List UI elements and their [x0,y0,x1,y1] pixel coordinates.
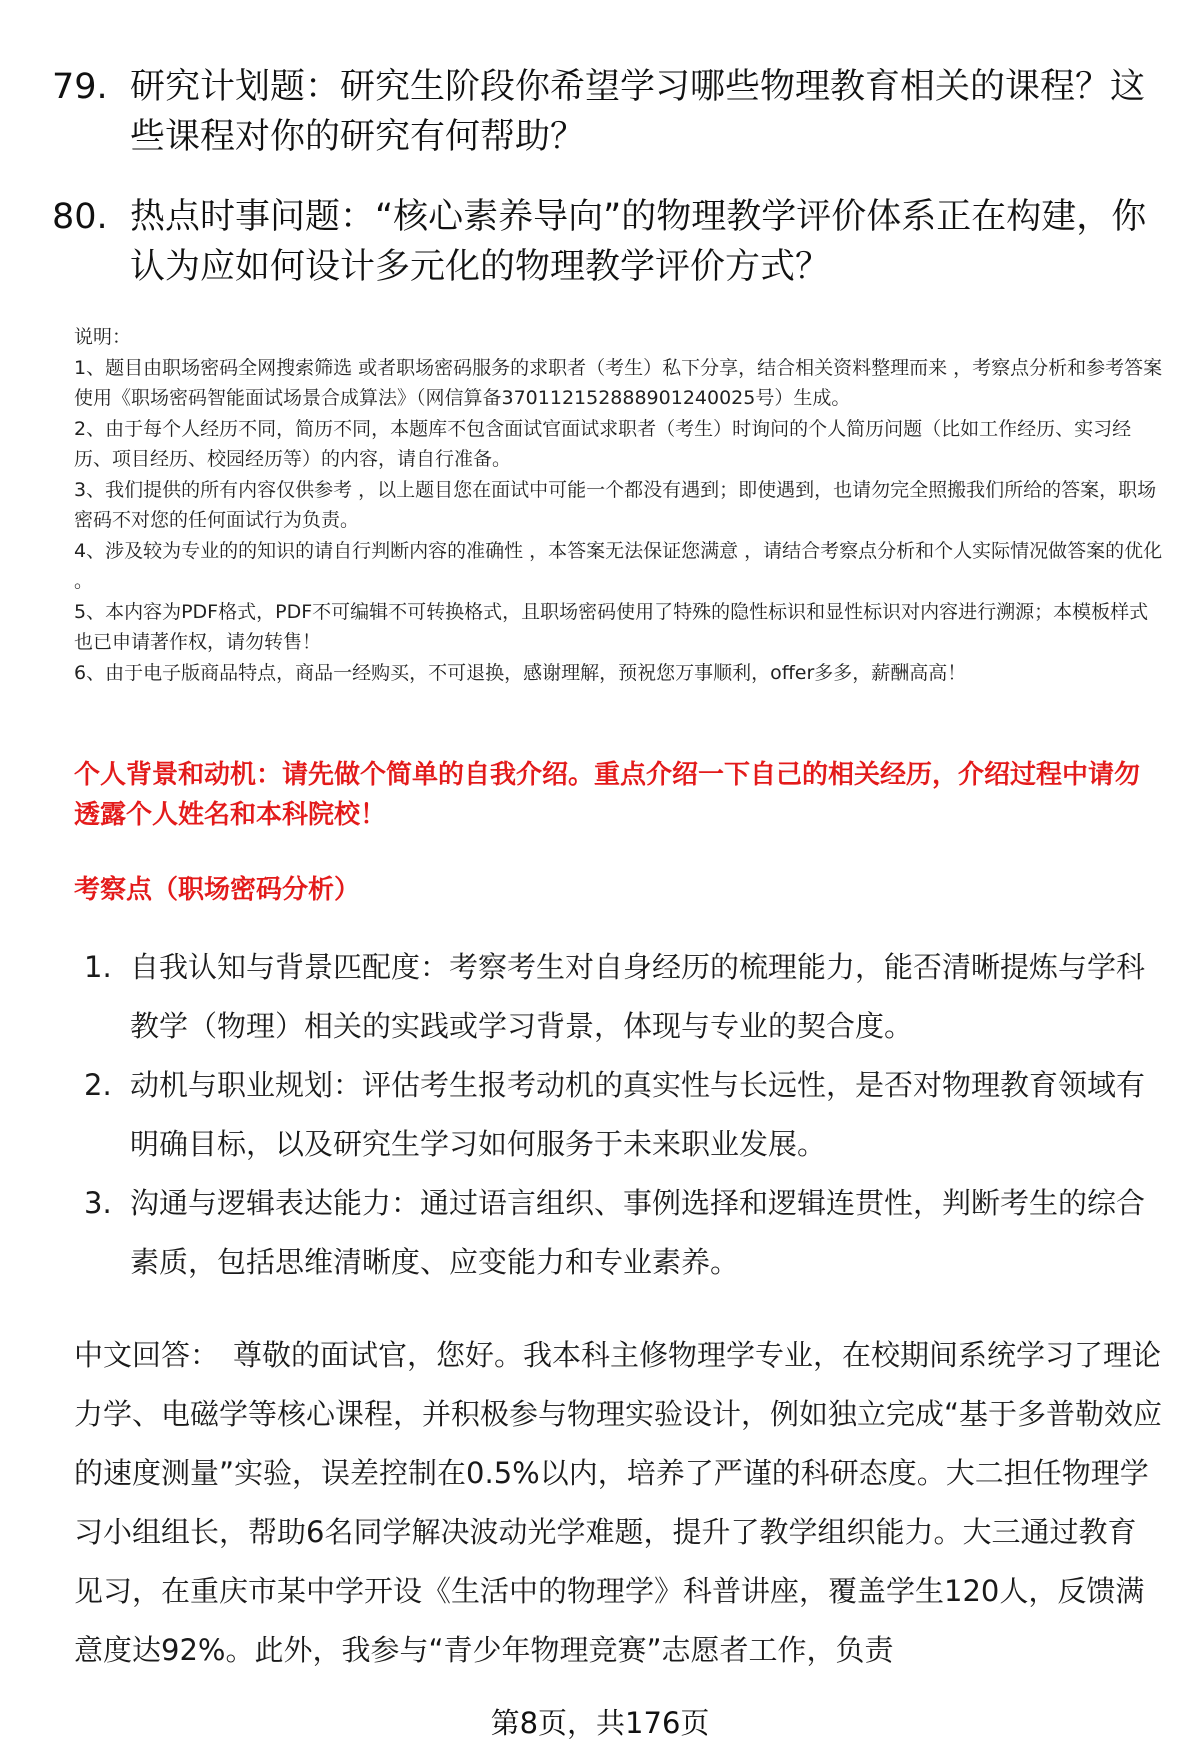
current-question-title: 个人背景和动机：请先做个简单的自我介绍。重点介绍一下自己的相关经历，介绍过程中请勿透露个人姓名和本科院校！ [74,760,1141,830]
analysis-point [84,1174,1164,1292]
analysis-heading: 考察点（职场密码分析） [74,875,361,905]
point-text: 动机与职业规划：评估考生报考动机的真实性与长远性，是否对物理教育领域有明确目标，以及研究生学习如何服务于未来职业发展。 [130,1068,1146,1161]
note-item: 2、由于每个人经历不同，简历不同，本题库不包含面试官面试求职者（考生）时询问的个人简历问题（比如工作经历、实习经历、项目经历、校园经历等）的内容，请自行准备。 [74,417,1132,470]
note-item: 4、涉及较为专业的的知识的请自行判断内容的准确性 ，本答案无法保证您满意 ，请结合考察点分析和个人实际情况做答案的优化 。 [74,539,1163,592]
note-item: 6、由于电子版商品特点，商品一经购买，不可退换，感谢理解，预祝您万事顺利，offer多多，薪酬高高！ [74,661,967,684]
point-number: 1. [84,950,112,984]
question-text: 热点时事问题：“核心素养导向”的物理教学评价体系正在构建，你认为应如何设计多元化的物理教学评价方式？ [130,197,1147,287]
disclaimer-notes [74,322,1164,688]
answer-text: 尊敬的面试官，您好。我本科主修物理学专业，在校期间系统学习了理论力学、电磁学等核心课程，并积极参与物理实验设计，例如独立完成“基于多普勒效应的速度测量”实验，误差控制在0.5%以内，培养了严谨的科研态度。大二担任物理学习小组组长，帮助6名同学解决波动光学难题，提升了教学组织能力。大三通过教育见习，在重庆市某中学开设《生活中的物理学》科普讲座，覆盖学生120人，反馈满意度达92%。此外，我参与“青少年物理竞赛”志愿者工作，负责 [74,1338,1163,1667]
point-number: 2. [84,1068,112,1102]
question-text: 研究计划题：研究生阶段你希望学习哪些物理教育相关的课程？这些课程对你的研究有何帮助？ [130,67,1146,157]
notes-heading: 说明： [74,326,132,348]
point-text: 沟通与逻辑表达能力：通过语言组织、事例选择和逻辑连贯性，判断考生的综合素质，包括思维清晰度、应变能力和专业素养。 [130,1186,1146,1279]
note-item: 5、本内容为PDF格式，PDF不可编辑不可转换格式，且职场密码使用了特殊的隐性标识和显性标识对内容进行溯源；本模板样式也已申请著作权，请勿转售！ [74,600,1149,653]
answer-block [74,1326,1164,1680]
question-number: 80. [52,197,108,237]
analysis-points-list [84,938,1164,1292]
page-number: 第8页，共176页 [490,1706,710,1740]
question-number: 79. [52,67,108,107]
note-item: 1、题目由职场密码全网搜索筛选 或者职场密码服务的求职者（考生）私下分享，结合相关资料整理而来 ，考察点分析和参考答案使用《职场密码智能面试场景合成算法》（网信算备370112152888901240025号）生成。 [74,356,1163,409]
question-80 [52,192,1162,292]
analysis-point [84,938,1164,1056]
point-text: 自我认知与背景匹配度：考察考生对自身经历的梳理能力，能否清晰提炼与学科教学（物理）相关的实践或学习背景，体现与专业的契合度。 [130,950,1146,1043]
analysis-point [84,1056,1164,1174]
answer-label: 中文回答： [74,1338,220,1372]
point-number: 3. [84,1186,112,1220]
note-item: 3、我们提供的所有内容仅供参考 ，以上题目您在面试中可能一个都没有遇到；即使遇到，也请勿完全照搬我们所给的答案，职场密码不对您的任何面试行为负责。 [74,478,1157,531]
question-79 [52,62,1162,162]
